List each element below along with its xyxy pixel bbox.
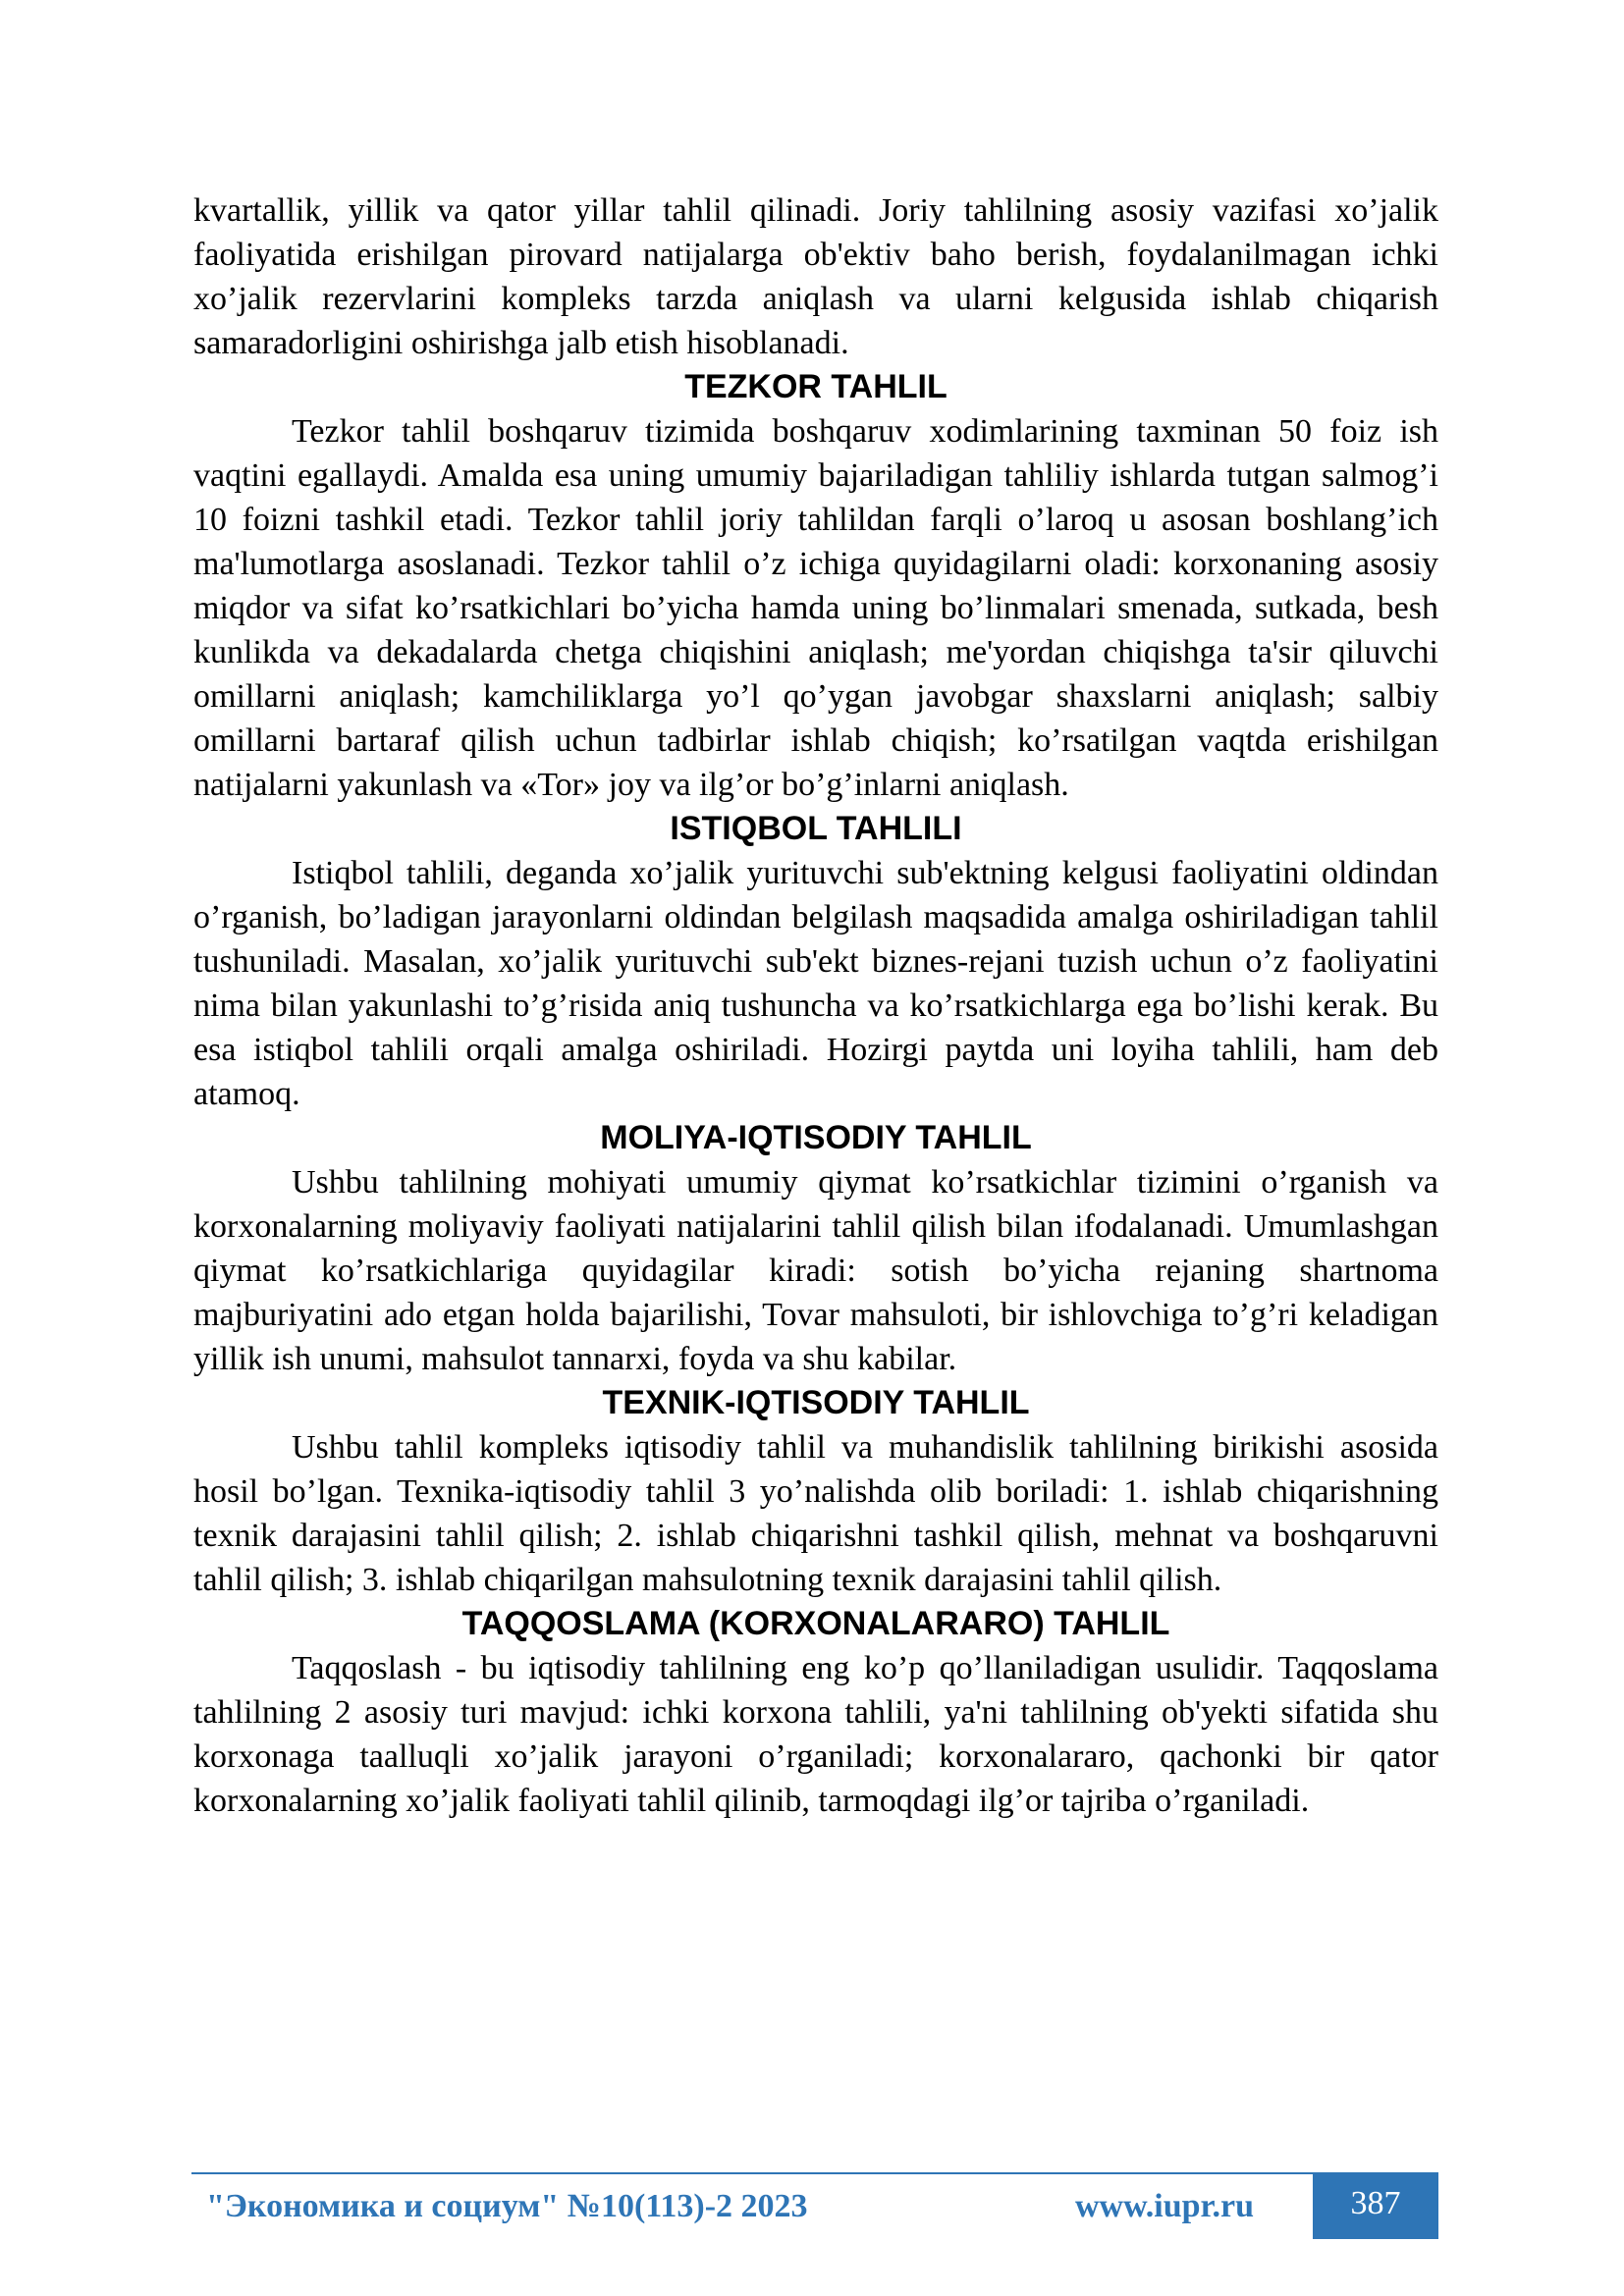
- journal-title: "Экономика и социум" №10(113)-2 2023: [206, 2188, 808, 2224]
- section-heading-tezkor: TEZKOR TAHLIL: [684, 368, 947, 405]
- page-number: 387: [1313, 2174, 1438, 2239]
- section-heading-moliya: MOLIYA-IQTISODIY TAHLIL: [600, 1119, 1032, 1156]
- page-footer: [191, 2172, 1438, 2239]
- section-paragraph-istiqbol: Istiqbol tahlili, deganda xo’jalik yurituvchi sub'ektning kelgusi faoliyatini oldindan o’rganish, bo’ladigan jarayonlarni oldindan belgilash maqsadida amalga oshiriladigan tahlil tushuniladi. Masalan, xo’jalik yurituvchi sub'ekt biznes-rejani tuzish uchun o’z faoliyatini nima bilan yakunlashi to’g’risida aniq tushuncha va ko’rsatkichlarga ega bo’lishi kerak. Bu esa istiqbol tahlili orqali amalga oshiriladi. Hozirgi paytda uni loyiha tahlili, ham deb atamoq.: [193, 855, 1438, 1112]
- section-heading-istiqbol: ISTIQBOL TAHLILI: [670, 810, 962, 847]
- footer-divider: [191, 2172, 1438, 2174]
- section-paragraph-moliya: Ushbu tahlilning mohiyati umumiy qiymat ko’rsatkichlar tizimini o’rganish va korxonalarning moliyaviy faoliyati natijalarini tahlil qilish bilan ifodalanadi. Umumlashgan qiymat ko’rsatkichlariga quyidagilar kiradi: sotish bo’yicha rejaning shartnoma majburiyatini ado etgan holda bajarilishi, Tovar mahsuloti, bir ishlovchiga to’g’ri keladigan yillik ish unumi, mahsulot tannarxi, foyda va shu kabilar.: [193, 1164, 1438, 1377]
- section-heading-texnik: TEXNIK-IQTISODIY TAHLIL: [602, 1384, 1030, 1421]
- section-heading-taqqoslama: TAQQOSLAMA (KORXONALARARO) TAHLIL: [461, 1605, 1170, 1642]
- intro-paragraph: kvartallik, yillik va qator yillar tahlil qilinadi. Joriy tahlilning asosiy vazifasi xo’jalik faoliyatida erishilgan pirovard natijalarga ob'ektiv baho berish, foydalanilmagan ichki xo’jalik rezervlarini kompleks tarzda aniqlash va ularni kelgusida ishlab chiqarish samaradorligini oshirishga jalb etish hisoblanadi.: [193, 192, 1438, 361]
- section-paragraph-tezkor: Tezkor tahlil boshqaruv tizimida boshqaruv xodimlarining taxminan 50 foiz ish vaqtini egallaydi. Amalda esa uning umumiy bajariladigan tahliliy ishlarda tutgan salmog’i 10 foizni tashkil etadi. Tezkor tahlil joriy tahlildan farqli o’laroq u asosan boshlang’ich ma'lumotlarga asoslanadi. Tezkor tahlil o’z ichiga quyidagilarni oladi: korxonaning asosiy miqdor va sifat ko’rsatkichlari bo’yicha hamda uning bo’linmalari smenada, sutkada, besh kunlikda va dekadalarda chetga chiqishini aniqlash; me'yordan chiqishga ta'sir qiluvchi omillarni aniqlash; kamchiliklarga yo’l qo’ygan javobgar shaxslarni aniqlash; salbiy omillarni bartaraf qilish uchun tadbirlar ishlab chiqish; ko’rsatilgan vaqtda erishilgan natijalarni yakunlash va «Tor» joy va ilg’or bo’g’inlarni aniqlash.: [193, 413, 1438, 803]
- section-paragraph-taqqoslama: Taqqoslash - bu iqtisodiy tahlilning eng ko’p qo’llaniladigan usulidir. Taqqoslama tahlilning 2 asosiy turi mavjud: ichki korxona tahlili, ya'ni tahlilning ob'yekti sifatida shu korxonaga taalluqli xo’jalik jarayoni o’rganiladi; korxonalararo, qachonki bir qator korxonalarning xo’jalik faoliyati tahlil qilinib, tarmoqdagi ilg’or tajriba o’rganiladi.: [193, 1650, 1438, 1819]
- document-body: [193, 188, 1438, 1823]
- section-paragraph-texnik: Ushbu tahlil kompleks iqtisodiy tahlil va muhandislik tahlilning birikishi asosida hosil bo’lgan. Texnika-iqtisodiy tahlil 3 yo’nalishda olib boriladi: 1. ishlab chiqarishning texnik darajasini tahlil qilish; 2. ishlab chiqarishni tashkil qilish, mehnat va boshqaruvni tahlil qilish; 3. ishlab chiqarilgan mahsulotning texnik darajasini tahlil qilish.: [193, 1429, 1438, 1598]
- journal-website-link[interactable]: www.iupr.ru: [1075, 2188, 1255, 2224]
